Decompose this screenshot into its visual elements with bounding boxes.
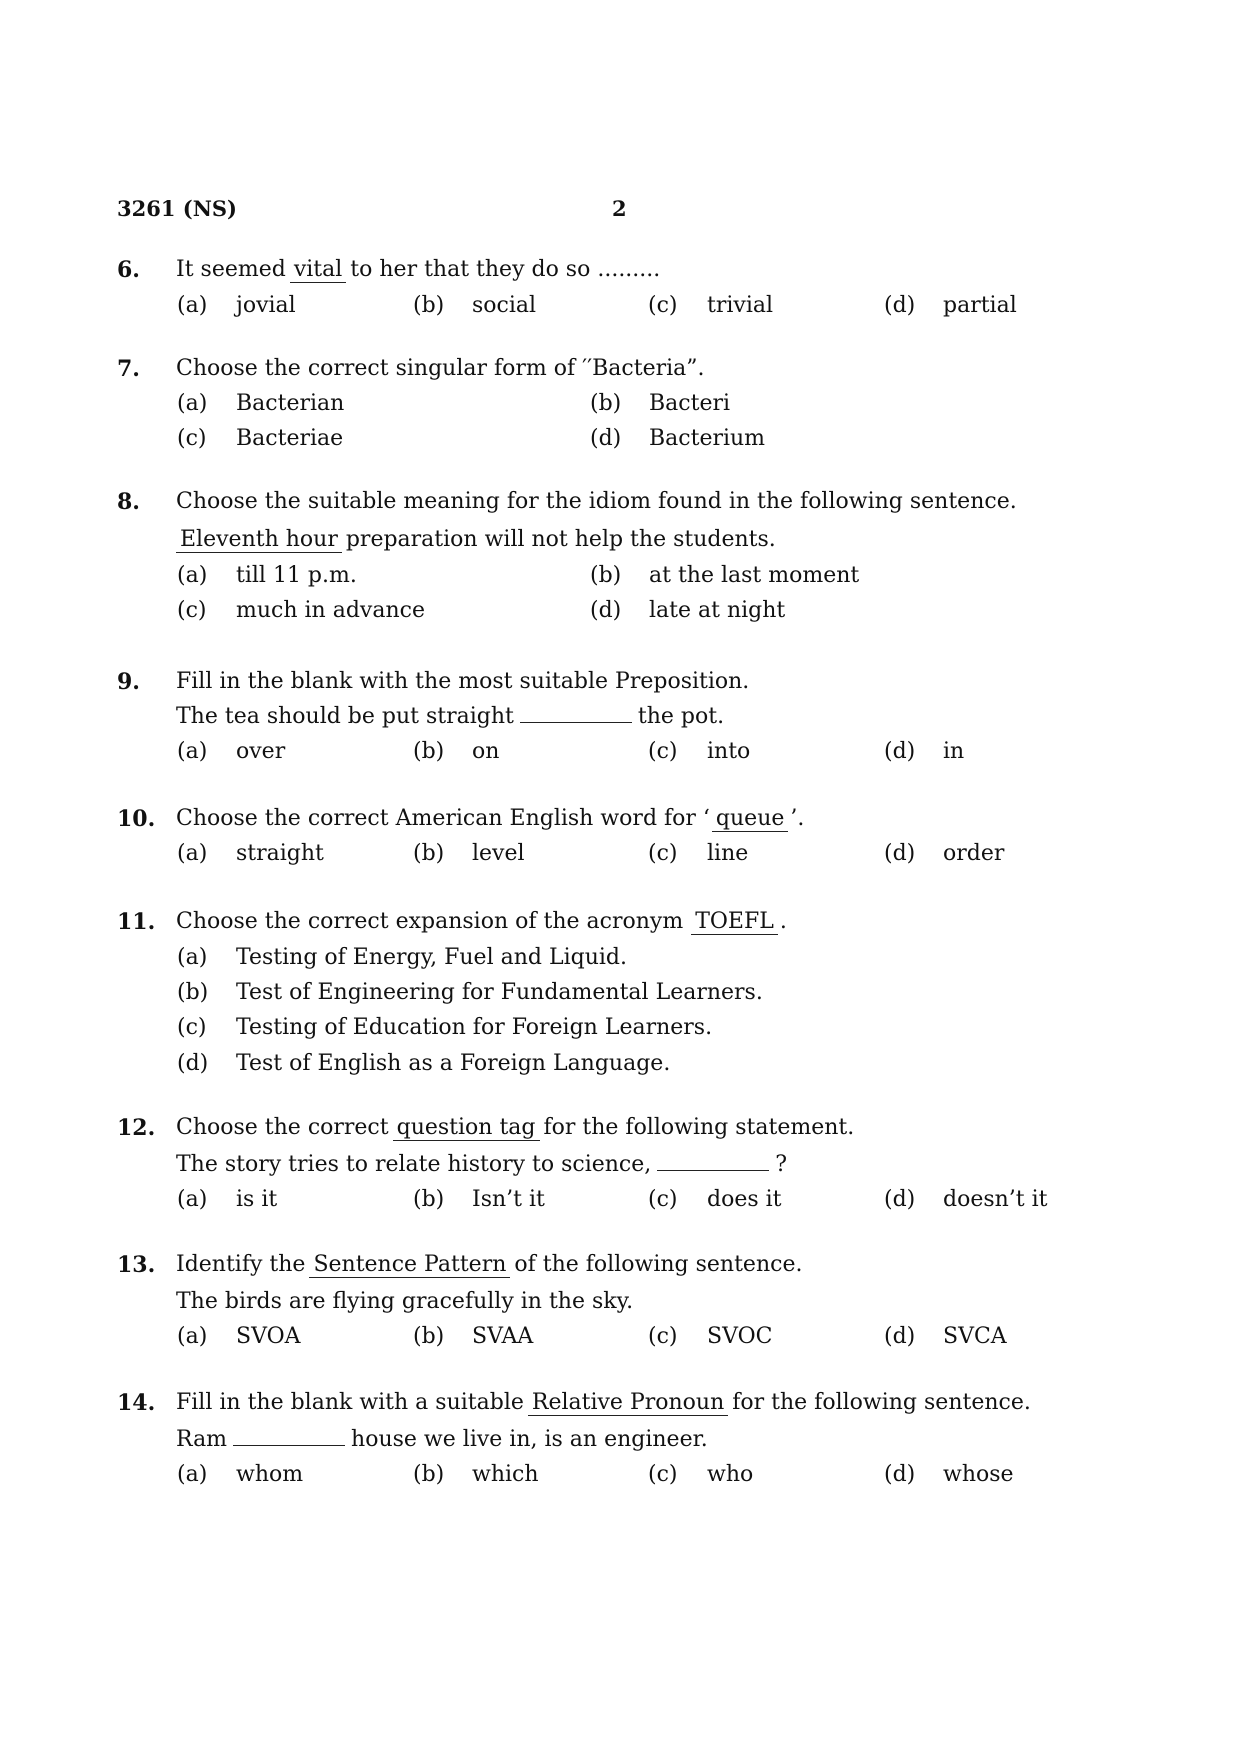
question-number: 7. (117, 356, 140, 382)
underlined-phrase: Relative Pronoun (528, 1390, 728, 1416)
question-stem: Choose the suitable meaning for the idiom found in the following sentence. (176, 489, 1017, 514)
option-label: (b) (413, 841, 445, 866)
option-text[interactable]: jovial (236, 293, 296, 318)
option-text[interactable]: level (472, 841, 525, 866)
underlined-phrase: Sentence Pattern (309, 1252, 510, 1278)
option-label: (b) (413, 739, 445, 764)
option-text[interactable]: Testing of Education for Foreign Learners. (236, 1015, 713, 1040)
question-number: 9. (117, 669, 140, 695)
question-sentence: The tea should be put straight the pot. (176, 704, 725, 729)
option-text[interactable]: till 11 p.m. (236, 563, 357, 588)
question-stem: Choose the correct American English word for ‘ queue ’. (176, 806, 805, 831)
option-label: (b) (590, 391, 622, 416)
option-text[interactable]: whose (943, 1462, 1014, 1487)
option-text[interactable]: SVOA (236, 1324, 301, 1349)
option-label: (a) (177, 1187, 208, 1212)
underlined-word: TOEFL (691, 909, 778, 935)
option-text[interactable]: late at night (649, 598, 786, 623)
option-label: (a) (177, 945, 208, 970)
option-text[interactable]: does it (707, 1187, 782, 1212)
option-text[interactable]: on (472, 739, 500, 764)
question-sentence: The story tries to relate history to science, ? (176, 1152, 788, 1177)
option-label: (a) (177, 841, 208, 866)
option-label: (d) (884, 739, 916, 764)
question-number: 12. (117, 1115, 156, 1141)
question-sentence: The birds are flying gracefully in the sky. (176, 1289, 634, 1314)
option-text[interactable]: SVCA (943, 1324, 1007, 1349)
option-label: (a) (177, 563, 208, 588)
option-text[interactable]: over (236, 739, 286, 764)
option-label: (a) (177, 1324, 208, 1349)
option-label: (c) (648, 841, 678, 866)
underlined-phrase: question tag (393, 1115, 540, 1141)
option-label: (c) (648, 293, 678, 318)
option-text[interactable]: SVAA (472, 1324, 534, 1349)
option-text[interactable]: line (707, 841, 749, 866)
question-stem: Choose the correct question tag for the following statement. (176, 1115, 855, 1140)
option-label: (b) (413, 1324, 445, 1349)
option-label: (d) (177, 1051, 209, 1076)
underlined-phrase: Eleventh hour (176, 527, 342, 553)
option-label: (d) (884, 1324, 916, 1349)
option-text[interactable]: order (943, 841, 1005, 866)
underlined-word: queue (712, 806, 788, 832)
option-label: (d) (884, 1187, 916, 1212)
page-number: 2 (612, 196, 627, 221)
answer-blank[interactable] (520, 704, 632, 723)
option-text[interactable]: Test of Engineering for Fundamental Learners. (236, 980, 763, 1005)
option-label: (d) (590, 426, 622, 451)
option-text[interactable]: partial (943, 293, 1017, 318)
option-label: (c) (648, 739, 678, 764)
option-label: (c) (648, 1462, 678, 1487)
option-text[interactable]: SVOC (707, 1324, 773, 1349)
option-text[interactable]: Bacteriae (236, 426, 344, 451)
option-text[interactable]: whom (236, 1462, 304, 1487)
question-sentence: Ram house we live in, is an engineer. (176, 1427, 708, 1452)
option-label: (a) (177, 1462, 208, 1487)
option-label: (b) (413, 293, 445, 318)
option-label: (c) (177, 598, 207, 623)
option-text[interactable]: Bacteri (649, 391, 731, 416)
question-sentence: Eleventh hour preparation will not help the students. (176, 526, 776, 554)
question-stem: Choose the correct singular form of ′′Bacteria”. (176, 356, 705, 381)
option-label: (c) (648, 1324, 678, 1349)
option-label: (b) (413, 1187, 445, 1212)
option-label: (c) (177, 426, 207, 451)
option-label: (d) (884, 841, 916, 866)
option-text[interactable]: Testing of Energy, Fuel and Liquid. (236, 945, 627, 970)
option-text[interactable]: Test of English as a Foreign Language. (236, 1051, 671, 1076)
option-text[interactable]: Bacterium (649, 426, 766, 451)
question-stem: It seemed vital to her that they do so ......... (176, 257, 661, 282)
option-text[interactable]: straight (236, 841, 324, 866)
option-text[interactable]: Isn’t it (472, 1187, 545, 1212)
answer-blank[interactable] (233, 1427, 345, 1446)
question-stem: Identify the Sentence Pattern of the following sentence. (176, 1252, 803, 1277)
question-number: 6. (117, 257, 140, 283)
option-label: (c) (177, 1015, 207, 1040)
option-label: (a) (177, 293, 208, 318)
option-text[interactable]: much in advance (236, 598, 425, 623)
option-text[interactable]: Bacterian (236, 391, 345, 416)
option-text[interactable]: into (707, 739, 751, 764)
question-number: 10. (117, 806, 156, 832)
option-text[interactable]: which (472, 1462, 539, 1487)
option-text[interactable]: who (707, 1462, 754, 1487)
option-label: (b) (590, 563, 622, 588)
option-label: (b) (177, 980, 209, 1005)
option-label: (c) (648, 1187, 678, 1212)
underlined-word: vital (290, 257, 346, 283)
option-label: (d) (884, 1462, 916, 1487)
option-label: (a) (177, 391, 208, 416)
option-label: (d) (884, 293, 916, 318)
option-text[interactable]: social (472, 293, 537, 318)
option-label: (a) (177, 739, 208, 764)
option-text[interactable]: at the last moment (649, 563, 860, 588)
question-stem: Fill in the blank with a suitable Relative Pronoun for the following sentence. (176, 1390, 1031, 1415)
option-text[interactable]: trivial (707, 293, 774, 318)
question-stem: Fill in the blank with the most suitable Preposition. (176, 669, 750, 694)
option-label: (b) (413, 1462, 445, 1487)
question-number: 11. (117, 909, 156, 935)
question-number: 13. (117, 1252, 156, 1278)
option-text[interactable]: in (943, 739, 965, 764)
question-stem: Choose the correct expansion of the acronym TOEFL . (176, 909, 787, 934)
option-label: (d) (590, 598, 622, 623)
option-text[interactable]: doesn’t it (943, 1187, 1048, 1212)
option-text[interactable]: is it (236, 1187, 278, 1212)
answer-blank[interactable] (657, 1152, 769, 1171)
question-number: 8. (117, 489, 140, 515)
question-number: 14. (117, 1390, 156, 1416)
paper-code: 3261 (NS) (117, 196, 237, 221)
